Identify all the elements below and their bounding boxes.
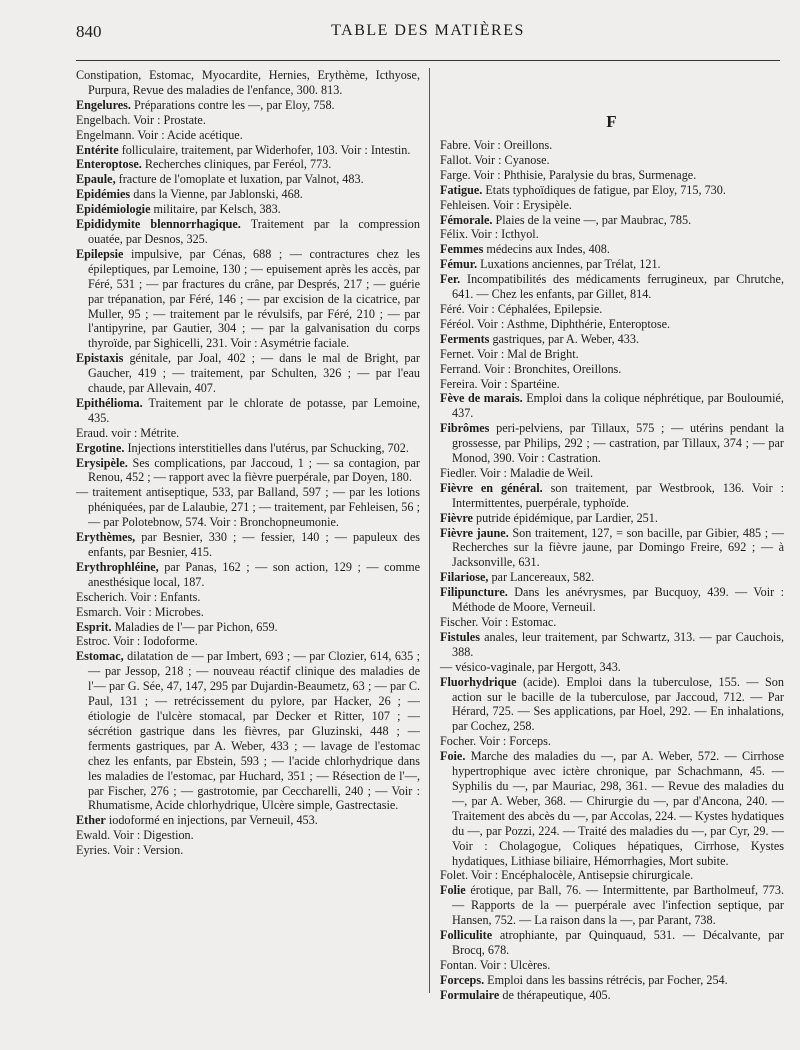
entry-text: Ewald. Voir : Digestion. [76,828,194,843]
entry-text: médecins aux Indes, 408. [483,242,610,257]
entry-headword: Folliculite [440,928,493,943]
index-entry [440,168,784,183]
entry-text: Focher. Voir : Forceps. [440,734,551,749]
index-entry [76,157,420,172]
index-entry [76,187,420,202]
entry-text: Préparations contre les —, par Eloy, 758. [130,97,335,112]
entry-text: Féréol. Voir : Asthme, Diphthérie, Enteroptose. [440,316,671,331]
entry-text: Fiedler. Voir : Maladie de Weil. [440,465,594,480]
index-entry [76,426,420,441]
index-entry [440,958,784,973]
entry-text: putride épidémique, par Lardier, 251. [472,510,658,525]
entry-headword: Epaule, [76,172,116,187]
index-entry [440,511,784,526]
index-entry [440,377,784,392]
index-entry [76,441,420,456]
index-entry [76,828,420,843]
index-entry [76,202,420,217]
index-entry [440,391,784,421]
entry-headword: Ether [76,813,106,828]
entry-text: Fallot. Voir : Cyanose. [440,152,550,167]
entry-headword: Erythèmes, [76,530,136,545]
index-entry [76,456,420,486]
index-entry [440,749,784,868]
entry-text: Marche des maladies du —, par A. Weber, 572. — Cirrhose hypertrophique avec ictère chronique, par Schachmann, 45. — Syphilis du —, par Mauriac, 298, 361. — Revue des maladies du —, par A. Weber, 368. — Chirurgie du —, par d'Ancona, 240. — Traitement des abcès du —, par Accolas, 224. — Kystes hydatiques du —, par Pozzi, 224. — Traité des maladies du —, par Cyr, 29. — Voir : Cholagogue, Coliques hépatiques, Cirrhose, Kystes hydatiques, Lithiase biliaire, Hémorrhagies, Mort subite. [452,749,784,868]
entry-text: de thérapeutique, 405. [499,987,611,1002]
entry-headword: Fièvre [440,510,473,525]
entry-headword: Folie [440,883,466,898]
entry-text: impulsive, par Cénas, 688 ; — contractures chez les épileptiques, par Lemoine, 130 ; — epuisement après les accès, par Féré, 531 ; — par fractures du crâne, par Després, 217 ; — guérie par trépanation, par Féré, 146 ; — par excision de la cicatrice, par Muller, 95 ; — traitement par le révulsifs, par Féré, 210 ; — par l'antipyrine, par Gautier, 304 ; — par la galvanisation du corps thyroïde, par Sighicelli, 231. Voir : Asymétrie faciale. [88,246,420,351]
index-entry [440,317,784,332]
entry-text: Esmarch. Voir : Microbes. [76,604,204,619]
entry-headword: Fève de marais. [440,391,523,406]
index-entry [440,466,784,481]
entry-headword: Estomac, [76,649,124,664]
entry-text: érotique, par Ball, 76. — Intermittente, par Bartholmeuf, 773. — Rapports de la — puerpérale avec l'infection septique, par Hansen, 752. — La raison dans la —, par Parant, 738. [452,883,784,928]
index-entry [76,247,420,351]
entry-text: par Besnier, 330 ; — fessier, 140 ; — papuleux des enfants, par Besnier, 415. [88,530,420,559]
index-entry [76,113,420,128]
entry-text: Constipation, Estomac, Myocardite, Hernies, Erythème, Icthyose, Purpura, Revue des maladies de l'enfance, 300. 813. [76,68,420,97]
index-entry [440,526,784,571]
index-entry [76,396,420,426]
index-entry [76,143,420,158]
index-entry [76,172,420,187]
index-entry [76,530,420,560]
entry-headword: Epidémiologie [76,202,151,217]
index-entry [440,302,784,317]
entry-headword: Fibrômes [440,421,490,436]
index-entry [440,183,784,198]
entry-headword: Fer. [440,272,461,287]
entry-text: son traitement, par Westbrook, 136. Voir : Intermittentes, puerpérale, typhoïde. [452,480,784,510]
entry-text: par Lancereaux, 582. [488,570,595,585]
entry-text: Fontan. Voir : Ulcères. [440,957,551,972]
index-entry [440,421,784,466]
entry-text: Son traitement, 127, = son bacille, par Gibier, 485 ; — Recherches sur la fièvre jaune, par Domingo Freire, 692 ; — à Jacksonville, 631. [452,525,784,570]
index-entry [76,634,420,649]
entry-text: — vésico-vaginale, par Hergott, 343. [440,659,621,674]
entry-headword: Fièvre jaune. [440,525,509,540]
running-title: TABLE DES MATIÈRES [331,22,525,39]
index-entry [440,138,784,153]
entry-text: Fehleisen. Voir : Erysipèle. [440,197,572,212]
entry-text: militaire, par Kelsch, 383. [150,202,281,217]
entry-headword: Filipuncture. [440,585,508,600]
index-entry [76,217,420,247]
entry-headword: Epididymite blennorrhagique. [76,217,241,232]
entry-text: Fereira. Voir : Spartéine. [440,376,560,391]
entry-text: folliculaire, traitement, par Widerhofer, 103. Voir : Intestin. [118,142,411,157]
page-number: 840 [76,22,102,41]
index-entry [440,630,784,660]
index-entry [440,585,784,615]
entry-text: gastriques, par A. Weber, 433. [489,331,640,346]
entry-text: Eyries. Voir : Version. [76,843,184,858]
entry-text: Folet. Voir : Encéphalocèle, Antisepsie chirurgicale. [440,868,694,883]
entry-text: Fischer. Voir : Estomac. [440,615,557,629]
entry-headword: Ferments [440,331,490,346]
entry-text: Ferrand. Voir : Bronchites, Oreillons. [440,361,622,376]
entry-headword: Formulaire [440,987,500,1002]
entry-text: Eraud. voir : Métrite. [76,425,180,440]
entry-headword: Erythrophléine, [76,559,159,574]
entry-headword: Epistaxis [76,351,124,366]
entry-text: dans la Vienne, par Jablonski, 468. [130,187,303,202]
entry-text: Plaies de la veine —, par Maubrac, 785. [492,212,692,227]
entry-headword: Epidémies [76,187,131,202]
entry-text: peri-pelviens, par Tillaux, 575 ; — utérins pendant la grossesse, par Philips, 292 ; — castration, par Tillaux, 374 ; — par Monod, 390. Voir : Castration. [452,421,784,466]
index-entry [76,649,420,813]
entry-text: Félix. Voir : Icthyol. [440,227,539,242]
header-rule [76,60,780,61]
entry-text: — traitement antiseptique, 533, par Balland, 597 ; — par les lotions phéniquées, par de Lalaubie, 271 ; — traitement, par Fehleisen, 56 ; — par Polotebnow, 574. Voir : Bronchopneumonie. [76,485,420,530]
entry-headword: Femmes [440,242,484,257]
index-entry [76,128,420,143]
index-entry [76,351,420,396]
index-entry [76,813,420,828]
index-entry [440,988,784,1003]
index-entry [76,560,420,590]
right-column [440,106,784,1003]
entry-headword: Erysipèle. [76,455,128,470]
entry-text: Emploi dans la colique néphrétique, par Bouloumié, 437. [452,391,784,421]
entry-text: Emploi dans les bassins rétrécis, par Focher, 254. [484,972,728,987]
entry-headword: Foie. [440,749,466,764]
entry-headword: Fluorhydrique [440,674,517,689]
index-entry [440,362,784,377]
page-header [76,22,780,48]
entry-headword: Fémur. [440,257,478,272]
entry-text: Farge. Voir : Phthisie, Paralysie du bras, Surmenage. [440,167,697,182]
index-entry [440,153,784,168]
index-entry [440,660,784,675]
index-entry [440,973,784,988]
entry-text: Escherich. Voir : Enfants. [76,589,201,604]
entry-headword: Epithélioma. [76,395,143,410]
entry-headword: Epilepsie [76,246,124,261]
entry-headword: Fatigue. [440,182,483,197]
index-entry [76,620,420,635]
entry-text: Fernet. Voir : Mal de Bright. [440,346,579,361]
entry-text: Dans les anévrysmes, par Bucquoy, 439. — Voir : Méthode de Moore, Verneuil. [452,585,784,615]
index-entry [440,883,784,928]
entry-text: par Panas, 162 ; — son action, 129 ; — comme anesthésique local, 187. [88,559,420,589]
index-entry [76,590,420,605]
entry-text: anales, leur traitement, par Schwartz, 313. — par Cauchois, 388. [452,629,784,659]
entry-text: Luxations anciennes, par Trélat, 121. [477,257,661,272]
entry-headword: Esprit. [76,619,112,634]
entry-text: Recherches cliniques, par Feréol, 773. [141,157,332,172]
entry-text: dilatation de — par Imbert, 693 ; — par Clozier, 614, 635 ; — par Jessop, 218 ; — nouveau réactif clinique des maladies de l'— par G. Sée, 47, 147, 295 par Dujardin-Beaumetz, 63 ; — par C. Paul, 131 ; — retrécissement du pylore, par Hacker, 26 ; — étiologie de l'ulcère stomacal, par Decker et Ritter, 107 ; — sécrétion gastrique dans les fièvres, par Gluzinski, 448 ; — ferments gastriques, par A. Weber, 433 ; — lavage de l'estomac chez les enfants, par Ebstein, 593 ; — l'acide chlorhydrique dans les maladies de l'estomac, par Huchard, 351 ; — Résection de l'—, par Fischer, 276 ; — gastrotomie, par Ceccharelli, 240 ; — Voir : Rhumatisme, Acide chlorhydrique, Ulcère simple, Gastrectasie. [88,649,420,813]
entry-headword: Ergotine. [76,440,125,455]
entry-text: Etats typhoïdiques de fatigue, par Eloy, 715, 730. [482,182,726,197]
column-divider [429,68,430,993]
entry-text: (acide). Emploi dans la tuberculose, 155. — Son action sur le bacille de la tuberculose, par Jaccoud, 712. — Par Hérard, 725. — Ses applications, par Hoel, 292. — En inhalations, par Cochez, 258. [452,674,784,734]
entry-headword: Fémorale. [440,212,493,227]
entry-text: fracture de l'omoplate et luxation, par Valnot, 483. [115,172,364,187]
index-entry [440,481,784,511]
index-entry [440,570,784,585]
entry-text: Engelbach. Voir : Prostate. [76,112,206,127]
index-entry [440,242,784,257]
entry-text: Maladies de l'— par Pichon, 659. [111,619,278,634]
index-entry [440,257,784,272]
index-entry [440,272,784,302]
index-entry [76,843,420,858]
index-entry [440,734,784,749]
index-entry [440,675,784,735]
section-letter: F [606,112,618,131]
entry-text: Fabre. Voir : Oreillons. [440,138,553,152]
entry-text: Injections interstitielles dans l'utérus, par Schucking, 702. [124,440,409,455]
left-column [76,68,420,858]
entry-headword: Enteroptose. [76,157,142,172]
index-entry [440,615,784,630]
entry-text: Traitement par le chlorate de potasse, par Lemoine, 435. [88,395,420,425]
entry-headword: Fistules [440,629,480,644]
index-entry [440,928,784,958]
index-entry [440,213,784,228]
entry-headword: Engelures. [76,97,131,112]
index-entry [440,868,784,883]
entry-text: Incompatibilités des médicaments ferrugineux, par Chrutche, 641. — Chez les enfants, par Gillet, 814. [452,272,784,302]
index-entry [76,605,420,620]
entry-text: Traitement par la compression ouatée, par Desnos, 325. [88,217,420,246]
entry-text: génitale, par Joal, 402 ; — dans le mal de Bright, par Gaucher, 419 ; — traitement, par Schulten, 326 ; — par l'eau chaude, par Allevain, 407. [88,351,420,396]
entry-headword: Forceps. [440,972,485,987]
index-entry [76,98,420,113]
entry-headword: Fièvre en général. [440,480,543,495]
index-entry [76,68,420,98]
entry-headword: Entérite [76,142,119,157]
entry-text: atrophiante, par Quinquaud, 531. — Décalvante, par Brocq, 678. [452,928,784,957]
entry-text: iodoformé en injections, par Verneuil, 453. [105,813,318,828]
entry-text: Engelmann. Voir : Acide acétique. [76,127,243,142]
index-entry [440,198,784,213]
entry-text: Ses complications, par Jaccoud, 1 ; — sa contagion, par Renou, 452 ; — rapport avec la fièvre puerpérale, par Doyen, 180. [88,455,420,485]
entry-text: Estroc. Voir : Iodoforme. [76,634,198,649]
entry-text: Féré. Voir : Céphalées, Epilepsie. [440,301,603,316]
index-entry [76,485,420,530]
index-entry [440,227,784,242]
entry-headword: Filariose, [440,570,489,585]
index-entry [440,347,784,362]
index-entry [440,332,784,347]
